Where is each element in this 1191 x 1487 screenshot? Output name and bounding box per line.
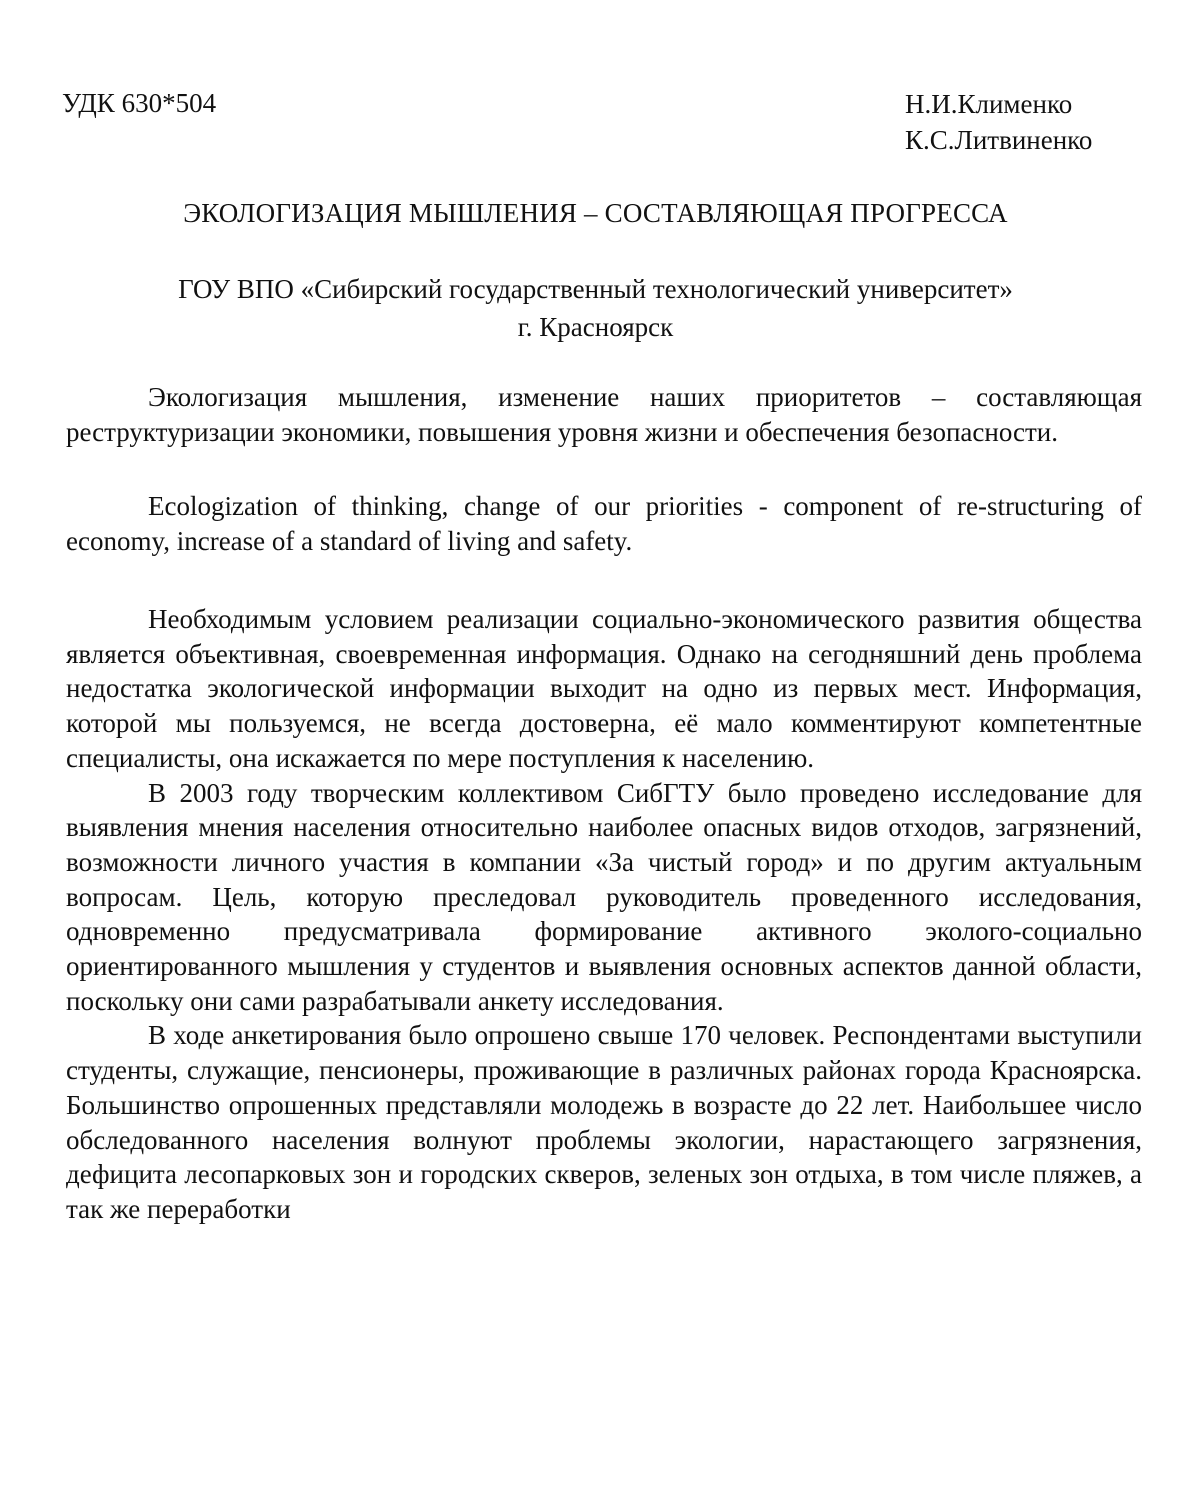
paragraph-1: Необходимым условием реализации социально-экономического развития общества является объективная, своевременная информация. Однако на сегодняшний день проблема недостатка экологической информации выходит на одно из первых мест. Информация, которой мы пользуемся, не всегда достоверна, её мало комментируют компетентные специалисты, она искажается по мере поступления к населению. xyxy=(66,604,1142,773)
authors-block xyxy=(905,86,1092,158)
udc-code: УДК 630*504 xyxy=(62,88,217,118)
paragraph-3: В ходе анкетирования было опрошено свыше 170 человек. Респондентами выступили студенты, служащие, пенсионеры, проживающие в различных районах города Красноярска. Большинство опрошенных представляли молодежь в возрасте до 22 лет. Наибольшее число обследованного населения волнуют проблемы экологии, нарастающего загрязнения, дефицита лесопарковых зон и городских скверов, зеленых зон отдыха, в том числе пляжев, а так же переработки xyxy=(66,1020,1142,1224)
paragraph-2: В 2003 году творческим коллективом СибГТУ было проведено исследование для выявления мнения населения относительно наиболее опасных видов отходов, загрязнений, возможности личного участия в компании «За чистый город» и по другим актуальным вопросам. Цель, которую преследовал руководитель проведенного исследования, одновременно предусматривала формирование активного эколого-социально ориентированного мышления у студентов и выявления основных аспектов данной области, поскольку они сами разрабатывали анкету исследования. xyxy=(66,777,1142,1016)
abstract-english xyxy=(66,489,1142,559)
affiliation-block xyxy=(0,270,1191,346)
abstract-ru-text: Экологизация мышления, изменение наших приоритетов – составляющая реструктуризации экономики, повышения уровня жизни и обеспечения безопасности. xyxy=(66,382,1142,447)
abstract-russian xyxy=(66,380,1142,450)
affiliation-org: ГОУ ВПО «Сибирский государственный технологический университет» xyxy=(178,274,1013,304)
abstract-en-text: Ecologization of thinking, change of our priorities - component of re-structuring of economy, increase of a standard of living and safety. xyxy=(66,491,1142,556)
author-1: Н.И.Клименко xyxy=(905,89,1073,119)
author-2: К.С.Литвиненко xyxy=(905,125,1093,155)
affiliation-city: г. Красноярск xyxy=(517,312,674,342)
main-text xyxy=(66,602,1142,1227)
paper-title: ЭКОЛОГИЗАЦИЯ МЫШЛЕНИЯ – СОСТАВЛЯЮЩАЯ ПРОГРЕССА xyxy=(183,198,1008,228)
